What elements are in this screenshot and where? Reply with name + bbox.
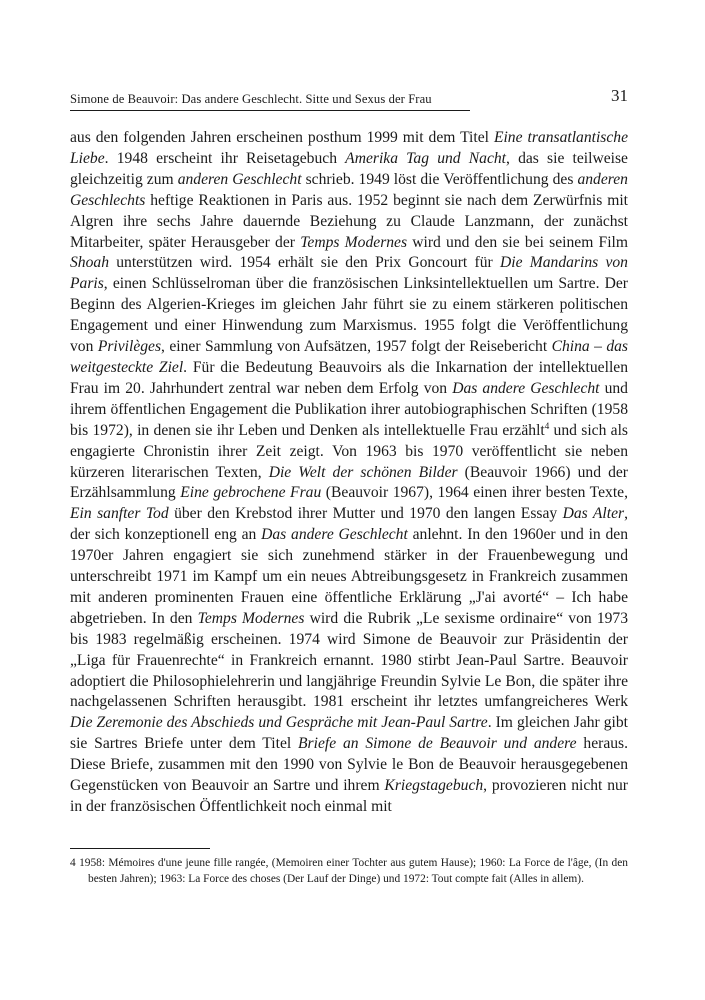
text-run: schrieb. 1949 löst die Veröffentlichung des — [301, 170, 578, 188]
text-run: wird die Rubrik „Le sexisme ordinaire“ von 1973 bis 1983 regelmäßig erscheinen. 1974 wird Simone de Beauvoir zur Präsidentin der „Liga für Frauenrechte“ in Frankreich ernannt. 1980 stirbt Jean-Paul Sartre. Beauvoir adoptiert die Philosophielehrerin und langjährige Freundin Sylvie Le Bon, die später ihre nachgelassenen Schriften herausgibt. 1981 erscheint ihr letztes umfangreicheres Werk — [70, 609, 629, 711]
body-paragraph — [70, 128, 628, 818]
page-number: 31 — [611, 86, 628, 105]
text-run: , einer Sammlung von Aufsätzen, 1957 folgt der Reisebericht — [161, 338, 552, 356]
footnote: 4 1958: Mémoires d'une jeune fille rangée, (Memoiren einer Tochter aus gutem Hause); 1960: La Force de l'âge, (In den besten Jahren); 1963: La Force des choses (Der Lauf der Dinge) und 1972: Tout compte fait (Alles in allem). — [70, 857, 628, 885]
text-run: unterstützen wird. 1954 erhält sie den Prix Goncourt für — [108, 254, 500, 272]
text-run: (Beauvoir 1967), 1964 einen ihrer besten Texte, — [321, 484, 628, 502]
italic-title: Das andere Geschlecht — [452, 379, 600, 397]
italic-title: Temps Modernes — [197, 609, 305, 627]
text-run: und sich als engagierte Chronistin ihrer Zeit zeigt. Von 1963 bis 1970 veröffentlicht sie neben kürzeren literarischen Texten, — [70, 421, 629, 481]
italic-title: China – das weitgesteckte Ziel — [70, 338, 628, 376]
italic-title: Das Alter — [562, 505, 625, 523]
italic-title: Die Mandarins von Paris — [70, 254, 628, 293]
text-run: wird und den sie bei seinem Film — [407, 233, 628, 251]
page-header — [70, 88, 628, 112]
italic-title: Amerika Tag und Nacht — [345, 149, 507, 167]
italic-title: Die Zeremonie des Abschieds und Gespräche mit Jean-Paul Sartre — [70, 714, 488, 732]
text-run: (Beauvoir 1966) und der Erzählsammlung — [70, 463, 628, 502]
italic-title: Temps Modernes — [300, 233, 408, 251]
footnote-reference: 4 — [544, 420, 550, 431]
italic-title: Privilèges — [97, 338, 162, 356]
italic-title: Shoah — [70, 254, 109, 272]
text-run: heftige Reaktionen in Paris aus. 1952 beginnt sie nach dem Zerwürfnis mit Algren ihre sechs Jahre dauernde Beziehung zu Claude Lanzmann, der zunächst Mitarbeiter, später Herausgeber der — [70, 191, 628, 251]
italic-title: Das andere Geschlecht — [261, 526, 408, 544]
italic-title: anderen Geschlechts — [70, 170, 628, 209]
text-run: und ihrem öffentlichen Engagement die Publikation ihrer autobiographischen Schriften (1958 bis 1972), in denen sie ihr Leben und Denken als intellektuelle Frau erzählt — [70, 379, 628, 439]
running-head: Simone de Beauvoir: Das andere Geschlecht. Sitte und Sexus der Frau — [70, 92, 432, 106]
footnote-rule — [70, 848, 210, 849]
text-run: . Für die Bedeutung Beauvoirs als die Inkarnation der intellektuellen Frau im 20. Jahrhundert zentral war neben dem Erfolg von — [70, 358, 628, 397]
text-run: , der sich konzeptionell eng an — [70, 505, 628, 544]
italic-title: anderen Geschlecht — [177, 170, 302, 188]
italic-title: Ein sanfter Tod — [70, 505, 169, 523]
text-run: , einen Schlüsselroman über die französischen Linksintellektuellen um Sartre. Der Beginn des Algerien-Krieges im gleichen Jahr führt sie zu einem stärkeren politischen Engagement und einer Hinwendung zum Marxismus. 1955 folgt die Veröffentlichung von — [70, 275, 628, 356]
body-text — [70, 128, 628, 818]
header-rule — [70, 110, 470, 111]
italic-title: Eine gebrochene Frau — [180, 484, 322, 502]
italic-title: Die Welt der schönen Bilder — [268, 463, 458, 481]
text-run: aus den folgenden Jahren erscheinen posthum 1999 mit dem Titel — [70, 129, 494, 146]
text-run: über den Krebstod ihrer Mutter und 1970 den langen Essay — [168, 505, 563, 523]
italic-title: Eine transatlantische Liebe — [70, 129, 628, 167]
text-run: . 1948 erscheint ihr Reisetagebuch — [104, 149, 346, 167]
italic-title: Kriegstagebuch — [384, 777, 484, 795]
text-run: anlehnt. In den 1960er und in den 1970er Jahren engagiert sie sich zunehmend stärker in der Frauenbewegung und unterschreibt 1971 im Kampf um ein neues Abtreibungsgesetz in Frankreich zusammen mit anderen prominenten Frauen eine öffentliche Erklärung „J'ai avorté“ – Ich habe abgetrieben. In den — [70, 526, 629, 627]
text-run: , provozieren nicht nur in der französischen Öffentlichkeit noch einmal mit — [70, 777, 628, 815]
text-run: . Im gleichen Jahr gibt sie Sartres Briefe unter dem Titel — [70, 714, 628, 753]
text-run: heraus. Diese Briefe, zusammen mit den 1990 von Sylvie le Bon de Beauvoir herausgegebenen Gegenstücken von Beauvoir an Sartre und ihrem — [70, 735, 628, 795]
text-run: , das sie teilweise gleichzeitig zum — [70, 149, 628, 188]
italic-title: Briefe an Simone de Beauvoir und andere — [298, 735, 577, 753]
